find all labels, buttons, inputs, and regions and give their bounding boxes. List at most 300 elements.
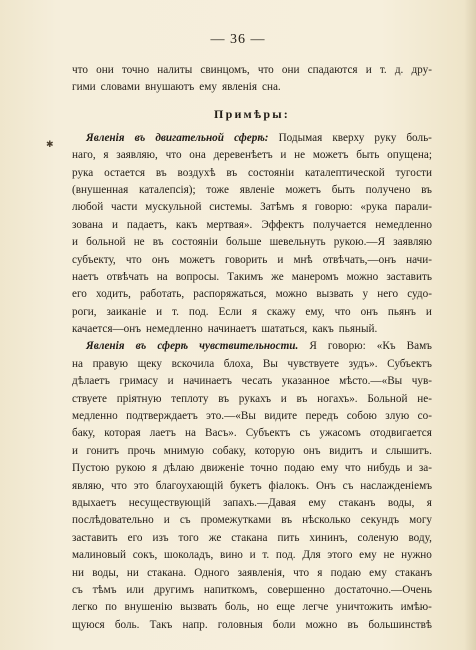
text-line — [72, 234, 432, 251]
text-line — [72, 130, 432, 147]
word: но — [257, 601, 269, 614]
word: ему — [320, 462, 339, 475]
word: въ — [226, 166, 238, 179]
word: под. — [188, 305, 209, 318]
word: стакана. — [147, 566, 187, 579]
word: и — [163, 514, 170, 527]
word: воду, — [408, 531, 432, 544]
word: я — [251, 305, 257, 318]
text-line — [72, 530, 432, 547]
word: начинаетъ — [183, 375, 232, 388]
word: и — [111, 218, 118, 231]
word: гими — [72, 81, 96, 94]
word: воды, — [387, 496, 415, 509]
word: наго, — [72, 149, 96, 162]
section-heading: Примѣры: — [214, 106, 290, 121]
word: судо- — [407, 288, 432, 301]
word: боль. — [114, 618, 140, 631]
word: стакана — [231, 531, 268, 544]
word: вино — [220, 549, 243, 562]
word: и — [156, 305, 163, 318]
examples-body — [72, 130, 432, 634]
word: его — [72, 288, 87, 301]
word: «рука — [360, 201, 388, 214]
word: тугости — [395, 166, 432, 179]
word: тоже — [206, 183, 229, 196]
word: любой — [72, 201, 104, 214]
word: получается — [313, 218, 367, 231]
word: подтверждаетъ — [126, 410, 198, 423]
word: вызвать — [316, 288, 354, 301]
word: благоухающій — [155, 479, 224, 492]
word: вопросы. — [175, 270, 220, 283]
word: чувствительности. — [199, 340, 299, 353]
word: Такъ — [149, 618, 173, 631]
word: что — [334, 305, 351, 318]
word: несуществующій — [128, 496, 211, 509]
text-line — [72, 286, 432, 303]
word: Явленія — [86, 131, 125, 144]
word: ужасомъ — [319, 427, 361, 440]
word: и — [72, 236, 78, 249]
word: нужно — [401, 549, 432, 562]
word: я — [426, 496, 432, 509]
word: мнимую — [163, 444, 204, 457]
word: еще — [276, 601, 295, 614]
word: мускульной — [145, 201, 202, 214]
word: свинцомъ, — [200, 64, 250, 76]
word: и — [249, 549, 256, 562]
word: мѣсто.—«Вы — [339, 375, 403, 388]
word: начи- — [406, 253, 432, 266]
word: уничтожить — [336, 601, 393, 614]
text-line — [72, 443, 432, 460]
word: Вы — [262, 357, 278, 370]
word: точно — [250, 462, 278, 475]
word: не- — [417, 392, 432, 405]
text-line — [72, 478, 432, 495]
text-line — [72, 391, 432, 408]
word: каталептической — [305, 166, 385, 179]
word: говорю: — [327, 340, 366, 353]
text-line — [72, 79, 432, 96]
text-line — [72, 582, 432, 599]
word: въ — [421, 183, 432, 196]
word: легче — [302, 601, 329, 614]
word: можно — [275, 288, 308, 301]
word: спадаются — [307, 64, 358, 76]
word: Подымая — [278, 131, 323, 144]
word: какъ — [175, 218, 198, 231]
word: Одного — [194, 566, 230, 579]
word: щуюся — [72, 618, 105, 631]
word: внушенію — [124, 601, 173, 614]
word: системы. — [209, 201, 253, 214]
word: въ — [155, 166, 167, 179]
word: дѣлаетъ — [72, 375, 110, 388]
word: онъ — [360, 305, 378, 318]
text-line — [72, 356, 432, 373]
word: злую — [385, 410, 410, 423]
word: (внушенная — [72, 183, 129, 196]
word: получено — [365, 183, 411, 196]
word: под. — [275, 549, 296, 562]
word: которая — [104, 427, 141, 440]
word: въ — [296, 392, 308, 405]
text-line — [72, 460, 432, 477]
word: съ — [179, 514, 191, 527]
word: она — [189, 149, 206, 162]
word: больной — [86, 236, 126, 249]
word: явленіе — [239, 183, 275, 196]
word: заявляю, — [116, 149, 158, 162]
word: со- — [417, 410, 432, 423]
word: и — [167, 375, 174, 388]
word: другимъ — [153, 583, 195, 596]
word: видите — [264, 410, 298, 423]
word: прочь — [127, 444, 156, 457]
word: быть — [356, 149, 380, 162]
word: пьянъ — [387, 305, 416, 318]
word: вызвать — [180, 601, 218, 614]
text-line — [72, 408, 432, 425]
word: боль, — [224, 601, 250, 614]
word: ходить, — [95, 288, 131, 301]
word: я — [151, 462, 158, 475]
word: руку — [374, 131, 397, 144]
word: подаю — [284, 462, 315, 475]
word: соленую — [357, 531, 399, 544]
page-text — [72, 62, 432, 634]
text-line — [72, 217, 432, 234]
word: ствуете — [72, 392, 108, 405]
word: быть — [331, 183, 355, 196]
word: т. — [379, 64, 387, 76]
word: они — [96, 64, 114, 76]
word: заставить — [386, 270, 432, 283]
page-spine-shadow — [464, 0, 476, 650]
word: являю, — [72, 479, 105, 492]
text-line — [72, 321, 432, 338]
word: и — [280, 149, 287, 162]
word: съ — [299, 427, 311, 440]
word: Для — [302, 549, 321, 562]
word: что — [344, 462, 361, 475]
word: рукою.—Я — [333, 236, 386, 249]
word: заставить — [72, 531, 118, 544]
word: пьяный. — [338, 323, 378, 336]
word: внушаютъ — [144, 81, 195, 94]
word: вскочила — [171, 357, 215, 370]
word: что — [165, 149, 182, 162]
text-line — [72, 182, 432, 199]
word: можетъ — [285, 183, 321, 196]
word: этого — [327, 549, 353, 562]
word: въ — [281, 514, 293, 527]
word: явленія — [221, 81, 258, 94]
text-line — [72, 199, 432, 216]
text-line — [72, 252, 432, 269]
word: каталепсія); — [139, 183, 196, 196]
word: мнѣ — [293, 253, 313, 266]
word: пріятную — [116, 392, 162, 405]
word: не — [294, 149, 306, 162]
word: напр. — [182, 618, 208, 631]
word: Затѣмъ — [260, 201, 295, 214]
word: работать, — [140, 288, 185, 301]
word: что — [293, 566, 310, 579]
word: говорить — [225, 253, 268, 266]
text-line — [72, 565, 432, 582]
word: пить — [277, 531, 300, 544]
word: парали- — [395, 201, 432, 214]
text-line — [72, 147, 432, 164]
word: распоряжаться, — [193, 288, 267, 301]
word: что — [72, 64, 88, 76]
word: шататься, — [261, 323, 308, 336]
word: словами — [100, 81, 140, 94]
word: ни — [126, 566, 139, 579]
word: движеніе — [200, 462, 245, 475]
word: на — [156, 270, 168, 283]
word: въ — [135, 340, 147, 353]
word: рукахъ — [238, 392, 272, 405]
word: Васъ». — [205, 427, 237, 440]
word: дѣлаю — [163, 462, 195, 475]
text-line — [72, 62, 432, 79]
word: и — [277, 253, 284, 266]
word: Я — [309, 340, 317, 353]
word: секундъ — [360, 514, 400, 527]
word: Если — [218, 305, 242, 318]
word: баку, — [72, 427, 96, 440]
word: медленно — [72, 410, 118, 423]
word: я — [103, 149, 109, 162]
word: начинаетъ — [207, 323, 257, 336]
word: отодвигается — [369, 427, 432, 440]
word: больше — [226, 236, 262, 249]
word: и — [406, 462, 413, 475]
word: передъ — [305, 410, 339, 423]
word: подаю — [330, 566, 361, 579]
word: хининъ, — [309, 531, 348, 544]
word: изъ — [152, 531, 169, 544]
word: двигательной — [155, 131, 224, 144]
word: фіалокъ. — [268, 479, 310, 492]
word: рука — [72, 166, 94, 179]
word: заиканіе — [106, 305, 147, 318]
word: говорю: — [314, 201, 353, 214]
word: съ — [342, 479, 354, 492]
word: субъекту, — [72, 253, 116, 266]
word: видитъ — [329, 444, 363, 457]
word: какъ — [312, 323, 334, 336]
word: наетъ — [72, 270, 99, 283]
word: въ — [347, 618, 359, 631]
word: же — [271, 270, 284, 283]
word: скажу — [266, 305, 296, 318]
word: щеку — [137, 357, 163, 370]
word: сферѣ: — [234, 131, 269, 144]
text-line — [72, 165, 432, 182]
word: д. — [394, 64, 404, 76]
word: или — [126, 583, 144, 596]
word: промежутками — [200, 514, 272, 527]
word: послѣдовательно — [72, 514, 154, 527]
word: нѣсколько — [302, 514, 351, 527]
word: на — [185, 427, 196, 440]
text-line — [72, 512, 432, 529]
word: наслажденіемъ — [360, 479, 432, 492]
word: заявленія, — [237, 566, 285, 579]
word: это — [133, 479, 149, 492]
margin-asterisk-mark: ✱ — [46, 140, 54, 150]
word: я — [317, 566, 323, 579]
word: чувствуете — [287, 357, 339, 370]
word: боли — [272, 618, 296, 631]
text-line — [72, 547, 432, 564]
word: воды, — [92, 566, 119, 579]
word: ему — [308, 496, 327, 509]
word: собаку, — [212, 444, 247, 457]
text-line — [72, 373, 432, 390]
word: рукою — [115, 462, 146, 475]
word: на — [72, 357, 83, 370]
word: же — [208, 531, 222, 544]
word: падаетъ, — [126, 218, 167, 231]
word: головныя — [217, 618, 263, 631]
page-number: — 36 — — [210, 32, 266, 47]
word: Эффектъ — [261, 218, 305, 231]
word: его — [127, 531, 143, 544]
word: они — [281, 64, 300, 76]
word: остается — [104, 166, 146, 179]
word: чесать — [241, 375, 273, 388]
word: въ — [152, 236, 164, 249]
word: напиткомъ, — [203, 583, 258, 596]
word: деревенѣетъ — [213, 149, 273, 162]
word: могу — [409, 514, 432, 527]
word: за- — [418, 462, 432, 475]
word: дру- — [411, 64, 432, 76]
word: ему, — [305, 305, 325, 318]
word: гримасу — [119, 375, 159, 388]
word: налиты — [157, 64, 193, 76]
word: Больной — [367, 392, 408, 405]
word: отвѣчать,—онъ — [322, 253, 397, 266]
word: состояніи — [248, 166, 295, 179]
word: собою — [346, 410, 377, 423]
word: заявляю — [393, 236, 432, 249]
word: боль- — [406, 131, 432, 144]
word: и — [72, 444, 78, 457]
word: кверху — [332, 131, 365, 144]
word: Онъ — [315, 479, 336, 492]
word: сокъ, — [132, 549, 158, 562]
word: совершенно — [267, 583, 325, 596]
word: зована — [72, 218, 104, 231]
word: малиновый — [72, 549, 127, 562]
word: онъ — [303, 444, 321, 457]
word: Такимъ — [227, 270, 264, 283]
word: правую — [92, 357, 128, 370]
word: теплоту — [171, 392, 209, 405]
word: стаканъ — [395, 566, 432, 579]
word: можно — [346, 270, 379, 283]
word: большинствѣ — [368, 618, 432, 631]
word: по — [105, 601, 117, 614]
word: ему — [199, 81, 217, 94]
word: манеромъ — [291, 270, 339, 283]
word: лаетъ — [149, 427, 176, 440]
word: шоколадъ, — [164, 549, 214, 562]
word: слышитъ. — [385, 444, 432, 457]
word: я — [301, 201, 308, 214]
word: и — [365, 64, 372, 76]
word: мертвая». — [206, 218, 253, 231]
word: «Къ — [376, 340, 396, 353]
word: т. — [172, 305, 179, 318]
word: достаточно.—Очень — [334, 583, 432, 596]
word: можно — [305, 618, 338, 631]
word: немедленно — [146, 323, 203, 336]
text-line — [72, 338, 432, 355]
word: что — [125, 253, 142, 266]
word: того — [178, 531, 199, 544]
word: запахъ.—Давая — [223, 496, 297, 509]
text-line — [72, 425, 432, 442]
word: гонитъ — [86, 444, 120, 457]
word: шевельнуть — [269, 236, 326, 249]
word: Субъектъ — [245, 427, 291, 440]
word: указанное — [281, 375, 330, 388]
word: зудъ». — [348, 357, 378, 370]
word: съ — [72, 583, 83, 596]
word: качается—онъ — [72, 323, 142, 336]
word: Явленія — [86, 340, 125, 353]
text-line — [72, 617, 432, 634]
word: что — [110, 479, 127, 492]
word: сферѣ — [157, 340, 189, 353]
word: и — [425, 305, 432, 318]
word: Субъектъ — [387, 357, 432, 370]
word: т. — [262, 549, 270, 562]
word: немедленно — [375, 218, 432, 231]
word: имѣю- — [400, 601, 432, 614]
word: не — [383, 549, 395, 562]
word: блоха, — [223, 357, 254, 370]
word: въ — [134, 131, 146, 144]
word: роги, — [72, 305, 97, 318]
word: состояніи — [171, 236, 218, 249]
word: чув- — [411, 375, 432, 388]
text-line — [72, 304, 432, 321]
word: сна. — [262, 81, 281, 94]
word: тѣмъ — [92, 583, 117, 596]
text-line — [72, 269, 432, 286]
word: можетъ — [312, 149, 349, 162]
word: которую — [254, 444, 295, 457]
word: можетъ — [179, 253, 215, 266]
word: ногахъ». — [317, 392, 358, 405]
word: въ — [218, 392, 230, 405]
word: опущена; — [387, 149, 432, 162]
word: у — [362, 288, 369, 301]
word: ему — [359, 549, 377, 562]
word: точно — [121, 64, 150, 76]
word: и — [280, 392, 287, 405]
paragraph-continuation — [72, 62, 432, 97]
